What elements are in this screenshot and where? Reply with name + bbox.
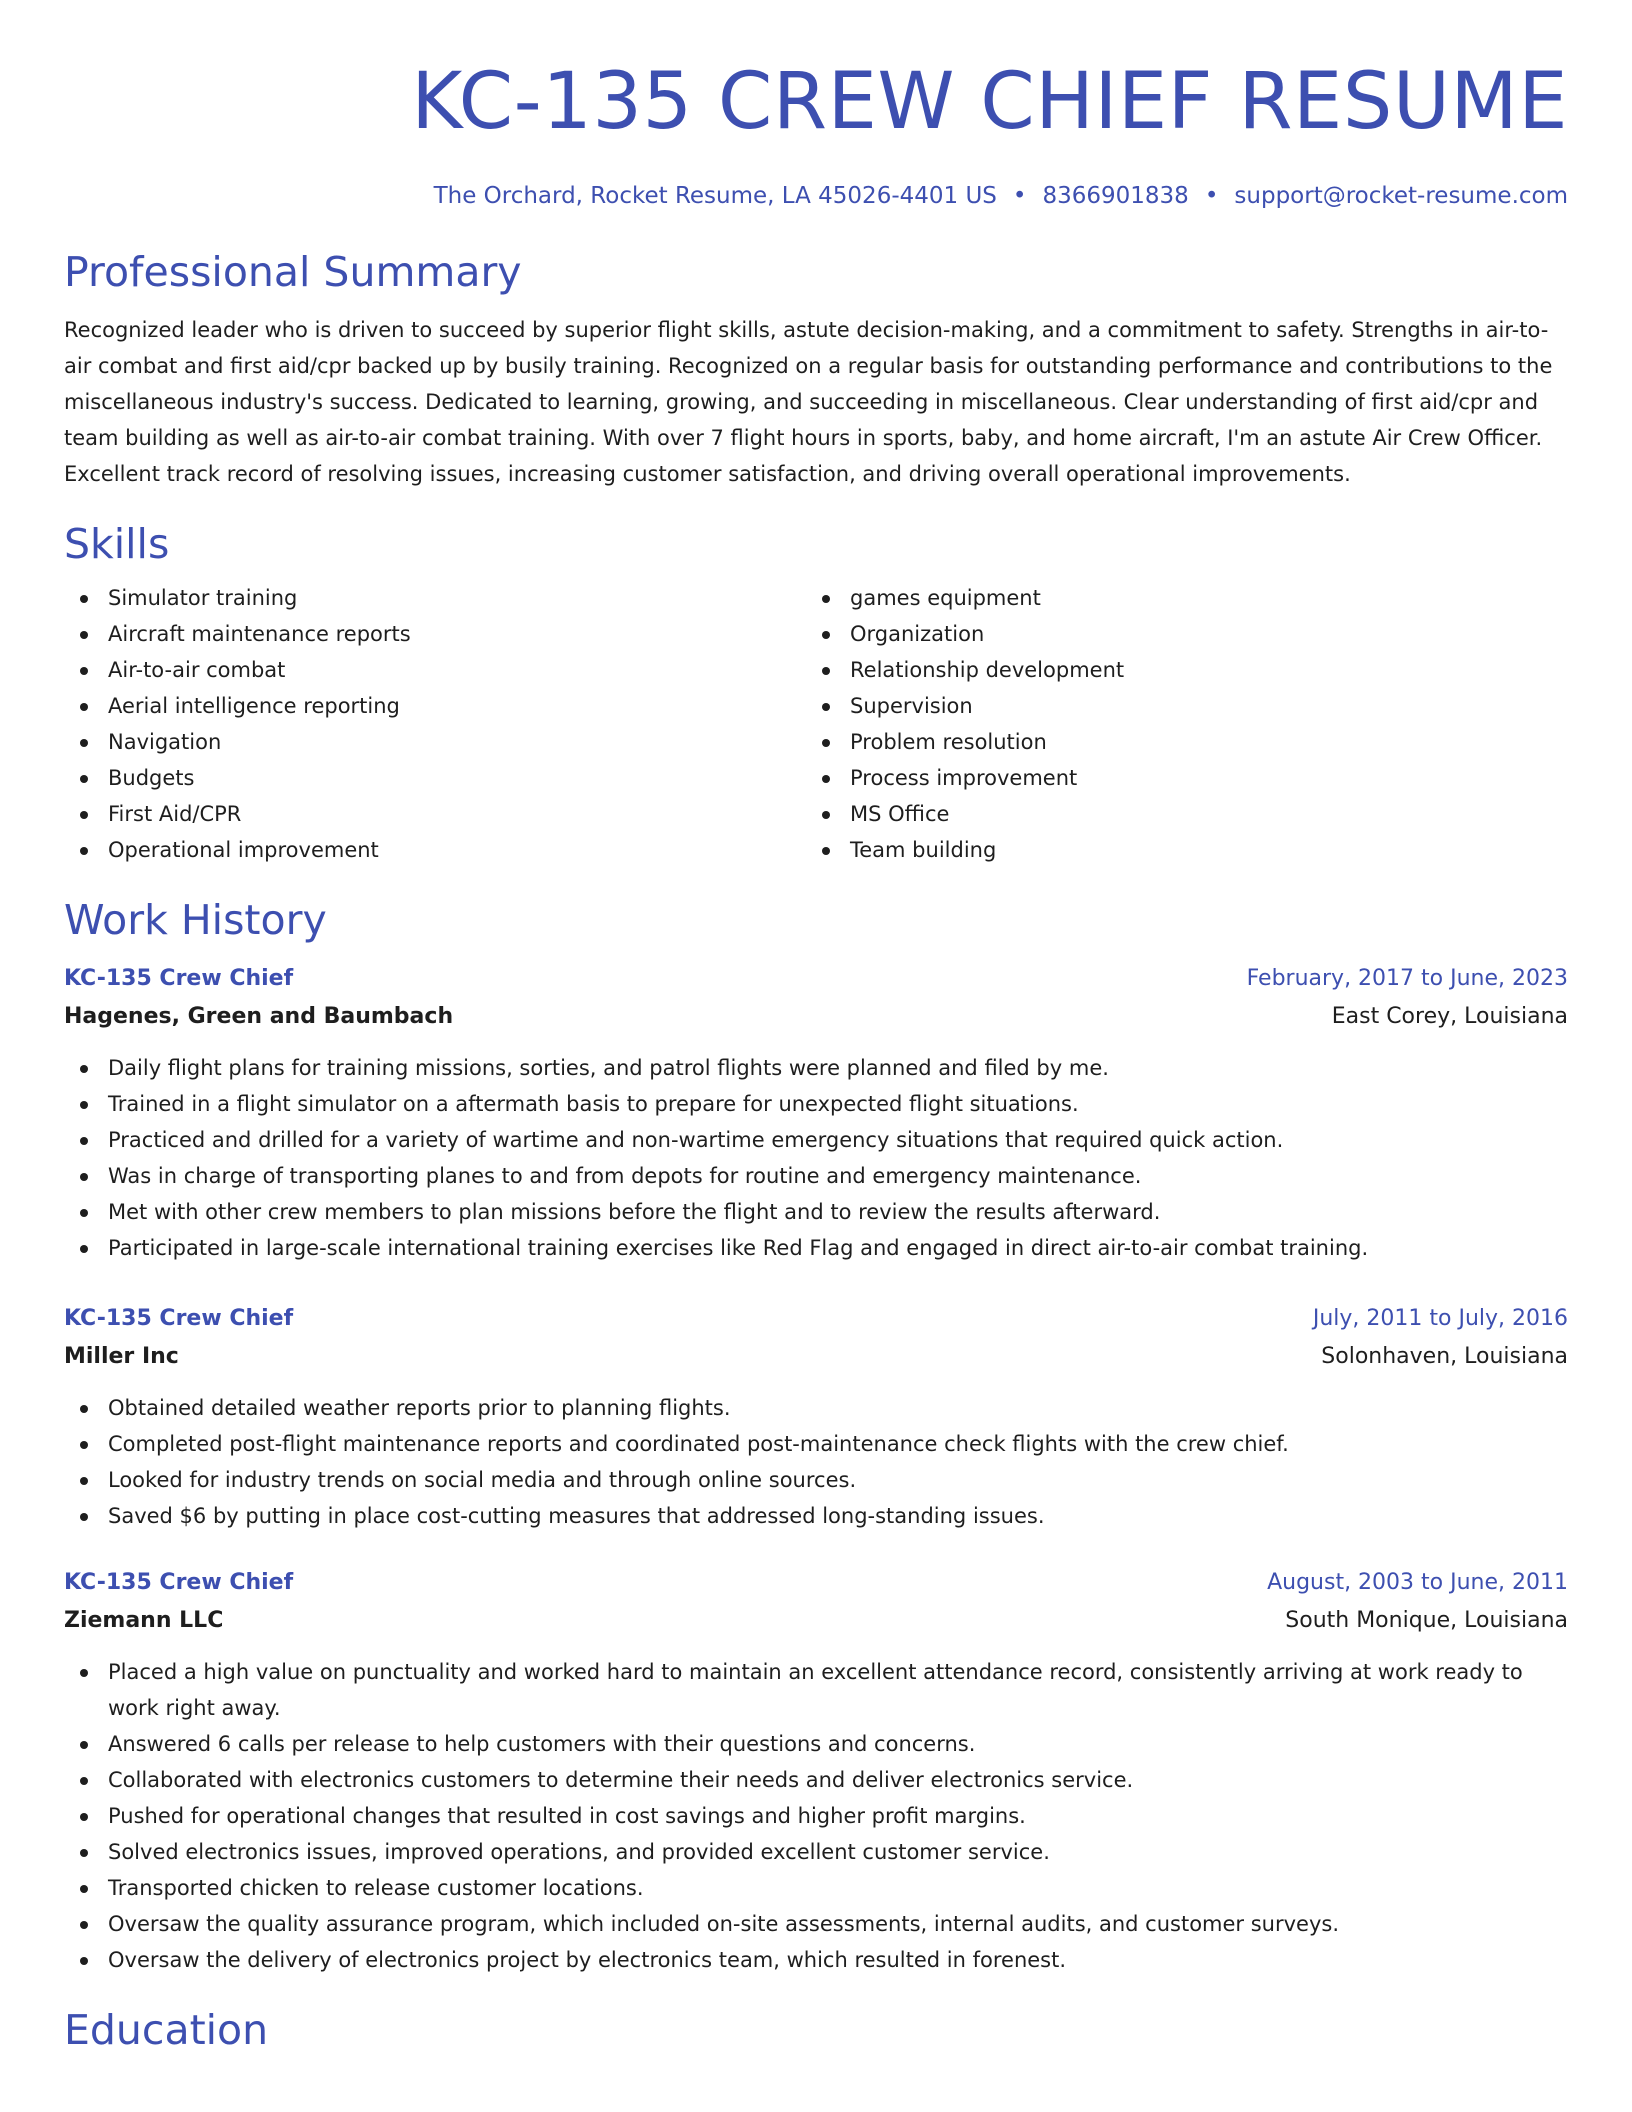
skills-heading: Skills	[64, 520, 170, 568]
job-title: KC-135 Crew Chief	[64, 1570, 294, 1595]
job-company: Miller Inc	[64, 1344, 179, 1369]
skill-item: Problem resolution	[806, 724, 1548, 760]
job-bullet: Oversaw the quality assurance program, which included on-site assessments, internal audits, and customer surveys.	[64, 1906, 1568, 1942]
skill-item: Aerial intelligence reporting	[64, 688, 806, 724]
job-dates: July, 2011 to July, 2016	[1312, 1306, 1568, 1331]
job-bullets	[64, 1654, 1568, 1978]
summary-section	[64, 246, 1568, 492]
job-bullet: Collaborated with electronics customers to determine their needs and deliver electronics service.	[64, 1762, 1568, 1798]
contact-phone: 8366901838	[1042, 183, 1189, 209]
job-bullet: Answered 6 calls per release to help customers with their questions and concerns.	[64, 1726, 1568, 1762]
job-dates: August, 2003 to June, 2011	[1267, 1570, 1568, 1595]
job-bullet: Completed post-flight maintenance reports and coordinated post-maintenance check flights with the crew chief.	[64, 1426, 1568, 1462]
skill-item: Relationship development	[806, 652, 1548, 688]
job-bullet: Obtained detailed weather reports prior to planning flights.	[64, 1390, 1568, 1426]
job-bullet: Met with other crew members to plan missions before the flight and to review the results afterward.	[64, 1194, 1568, 1230]
job-title: KC-135 Crew Chief	[64, 1306, 294, 1331]
skills-right-column	[806, 580, 1548, 868]
job-company: Ziemann LLC	[64, 1608, 224, 1633]
job-bullet: Placed a high value on punctuality and worked hard to maintain an excellent attendance record, consistently arriving at work ready to work right away.	[64, 1654, 1568, 1726]
summary-heading: Professional Summary	[64, 248, 522, 296]
contact-line	[64, 178, 1568, 214]
skill-item: Process improvement	[806, 760, 1548, 796]
job-bullets	[64, 1390, 1568, 1534]
skill-item: Budgets	[64, 760, 806, 796]
job-bullet: Solved electronics issues, improved operations, and provided excellent customer service.	[64, 1834, 1568, 1870]
education-section	[64, 2004, 1568, 2056]
skill-item: Aircraft maintenance reports	[64, 616, 806, 652]
skill-item: Supervision	[806, 688, 1548, 724]
job-entry	[64, 1564, 1568, 1978]
skill-item: Operational improvement	[64, 832, 806, 868]
skills-left-column	[64, 580, 806, 868]
skill-item: games equipment	[806, 580, 1548, 616]
job-bullet: Transported chicken to release customer locations.	[64, 1870, 1568, 1906]
skill-item: Air-to-air combat	[64, 652, 806, 688]
contact-separator: •	[1204, 183, 1219, 209]
skill-item: Organization	[806, 616, 1548, 652]
work-history-heading: Work History	[64, 896, 327, 944]
job-dates: February, 2017 to June, 2023	[1246, 966, 1568, 991]
skills-grid	[64, 580, 1568, 868]
skill-item: First Aid/CPR	[64, 796, 806, 832]
contact-address: The Orchard, Rocket Resume, LA 45026-4401 US	[433, 183, 997, 209]
job-bullet: Daily flight plans for training missions, sorties, and patrol flights were planned and filed by me.	[64, 1050, 1568, 1086]
skills-section	[64, 518, 1568, 868]
job-bullet: Was in charge of transporting planes to and from depots for routine and emergency maintenance.	[64, 1158, 1568, 1194]
job-bullet: Pushed for operational changes that resulted in cost savings and higher profit margins.	[64, 1798, 1568, 1834]
summary-text: Recognized leader who is driven to succeed by superior flight skills, astute decision-making, and a commitment to safety. Strengths in air-to-air combat and first aid/cpr backed up by busily training. Recognized on a regular basis for outstanding performance and contributions to the miscellaneous industry's success. Dedicated to learning, growing, and succeeding in miscellaneous. Clear understanding of first aid/cpr and team building as well as air-to-air combat training. With over 7 flight hours in sports, baby, and home aircraft, I'm an astute Air Crew Officer. Excellent track record of resolving issues, increasing customer satisfaction, and driving overall operational improvements.	[64, 318, 1553, 486]
contact-separator: •	[1012, 183, 1027, 209]
skill-item: Navigation	[64, 724, 806, 760]
job-bullets	[64, 1050, 1568, 1266]
job-title: KC-135 Crew Chief	[64, 966, 294, 991]
skill-item: Team building	[806, 832, 1548, 868]
job-bullet: Practiced and drilled for a variety of wartime and non-wartime emergency situations that required quick action.	[64, 1122, 1568, 1158]
job-bullet: Looked for industry trends on social media and through online sources.	[64, 1462, 1568, 1498]
job-location: Solonhaven, Louisiana	[1321, 1344, 1568, 1369]
resume-title: KC-135 CREW CHIEF RESUME	[411, 57, 1568, 147]
job-bullet: Saved $6 by putting in place cost-cutting measures that addressed long-standing issues.	[64, 1498, 1568, 1534]
skill-item: Simulator training	[64, 580, 806, 616]
job-location: South Monique, Louisiana	[1285, 1608, 1568, 1633]
work-history-section	[64, 894, 1568, 1978]
education-heading: Education	[64, 2006, 269, 2054]
job-company: Hagenes, Green and Baumbach	[64, 1004, 454, 1029]
job-entry	[64, 960, 1568, 1266]
contact-email[interactable]: support@rocket-resume.com	[1234, 183, 1568, 209]
job-bullet: Participated in large-scale international training exercises like Red Flag and engaged in direct air-to-air combat training.	[64, 1230, 1568, 1266]
job-bullet: Oversaw the delivery of electronics project by electronics team, which resulted in forenest.	[64, 1942, 1568, 1978]
job-bullet: Trained in a flight simulator on a aftermath basis to prepare for unexpected flight situations.	[64, 1086, 1568, 1122]
skill-item: MS Office	[806, 796, 1548, 832]
job-location: East Corey, Louisiana	[1331, 1004, 1568, 1029]
job-entry	[64, 1300, 1568, 1534]
